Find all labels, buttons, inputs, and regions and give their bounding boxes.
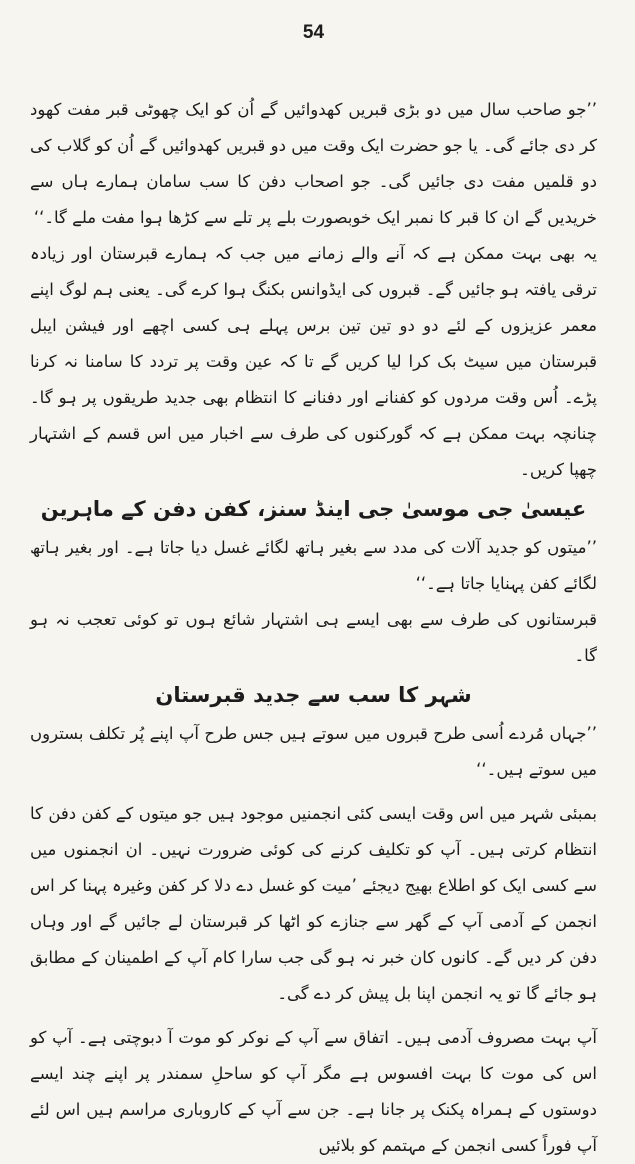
ad-heading-1: عیسیٰ جی موسیٰ جی اینڈ سنز، کفن دفن کے ماہرین xyxy=(40,497,587,521)
paragraph-future-cemeteries: یہ بھی بہت ممکن ہے کہ آنے والے زمانے میں جب کہ ہمارے قبرستان اور زیادہ ترقی یافتہ ہو جائیں گے۔ قبروں کی ایڈوانس بکنگ ہوا کرے گی۔ یعنی ہم لوگ اپنے معمر عزیزوں کے لئے دو دو تین تین برس پہلے ہی کسی اچھے اور فیشن ایبل قبرستان میں سیٹ بک کرا لیا کریں گے تا کہ عین وقت پر تردد کا سامنا نہ کرنا پڑے۔ اُس وقت مردوں کو کفنانے اور دفنانے کا انتظام بھی جدید طریقوں پر ہو گا۔ چنانچہ بہت ممکن ہے کہ گورکنوں کی طرف سے اخبار میں اس قسم کے اشتہار چھپا کریں۔ xyxy=(30,244,597,479)
ad-heading-2: شہر کا سب سے جدید قبرستان xyxy=(155,683,472,707)
paragraph-ad-quote-2: ’’میتوں کو جدید آلات کی مدد سے بغیر ہاتھ لگائے غسل دیا جاتا ہے۔ اور بغیر ہاتھ لگائے کفن پہنایا جاتا ہے۔‘‘ xyxy=(30,538,597,593)
paragraph-gap xyxy=(30,1012,597,1020)
paragraph-gap xyxy=(30,788,597,796)
page-number: 54 xyxy=(302,22,325,43)
paragraph-cemetery-ads: قبرستانوں کی طرف سے بھی ایسے ہی اشتہار شائع ہوں تو کوئی تعجب نہ ہو گا۔ xyxy=(30,610,597,665)
paragraph-ad-quote-3: ’’جہاں مُردے اُسی طرح قبروں میں سوتے ہیں جس طرح آپ اپنے پُر تکلف بستروں میں سوتے ہیں۔‘‘ xyxy=(30,724,597,779)
paragraph-bombay-societies: بمبئی شہر میں اس وقت ایسی کئی انجمنیں موجود ہیں جو میتوں کے کفن دفن کا انتظام کرتی ہیں۔ آپ کو تکلیف کرنے کی کوئی ضرورت نہیں۔ ان انجمنوں میں سے کسی ایک کو اطلاع بھیج دیجئے ’میت کو غسل دے دلا کر کفن وغیرہ پہنا کر اس انجمن کے آدمی آپ کے گھر سے جنازے کو اٹھا کر قبرستان لے جائیں گے اور وہاں دفن کر دیں گے۔ کانوں کان خبر نہ ہو گی جب سارا کام آپ کے اطمینان کے مطابق ہو جائے گا تو یہ انجمن اپنا بل پیش کر دے گی۔ xyxy=(30,804,597,1003)
paragraph-ad-quote-1: ’’جو صاحب سال میں دو بڑی قبریں کھدوائیں گے اُن کو ایک چھوٹی قبر مفت کھود کر دی جائے گی۔ یا جو حضرت ایک وقت میں دو قبریں کھدوائیں گے اُن کو گلاب کی دو قلمیں مفت دی جائیں گی۔ جو اصحاب دفن کا سب سامان ہمارے ہاں سے خریدیں گے ان کا قبر کا نمبر ایک خوبصورت بلے پر تلے سے کڑھا ہوا مفت ملے گا۔‘‘ xyxy=(30,100,597,227)
paragraph-busy-man: آپ بہت مصروف آدمی ہیں۔ اتفاق سے آپ کے نوکر کو موت آ دبوچتی ہے۔ آپ کو اس کی موت کا بہت افسوس ہے مگر آپ کو ساحلِ سمندر پر اپنے چند ایسے دوستوں کے ہمراہ پکنک پر جانا ہے۔ جن سے آپ کے کاروباری مراسم ہیں اس لئے آپ فوراً کسی انجمن کے مہتمم کو بلائیں xyxy=(30,1028,597,1155)
